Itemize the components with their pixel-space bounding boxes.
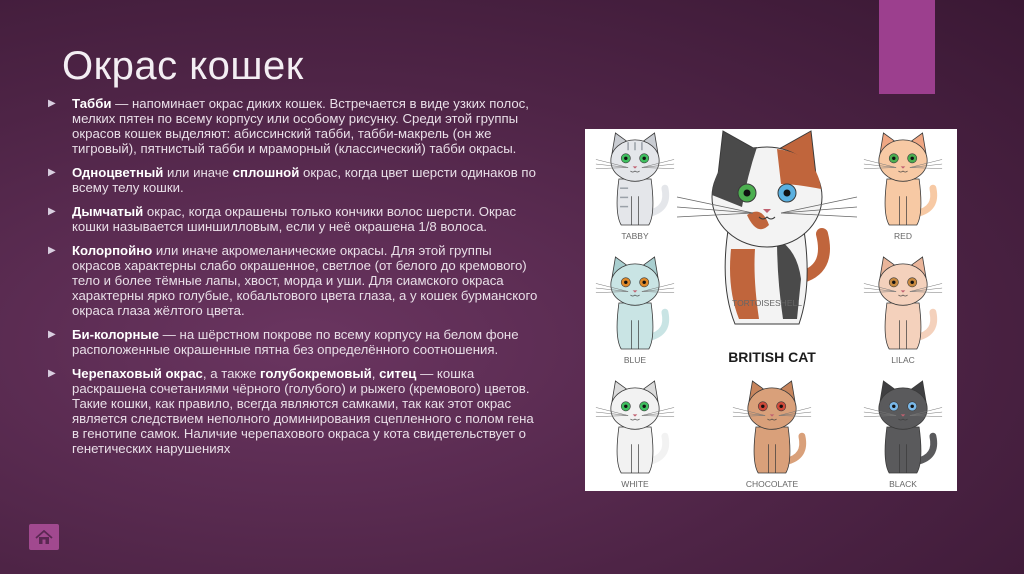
bullet-text: или иначе <box>163 165 233 180</box>
cat-label: WHITE <box>621 478 649 489</box>
cat-red <box>864 133 942 241</box>
bullet-item <box>44 366 538 456</box>
bullet-list <box>44 96 538 465</box>
bullet-arrow-icon: ▶ <box>48 206 56 217</box>
home-button[interactable] <box>29 524 59 550</box>
cat-black <box>864 381 942 489</box>
cat-tabby <box>596 133 674 241</box>
bullet-arrow-icon: ▶ <box>48 98 56 109</box>
cat-lilac <box>864 257 942 365</box>
bullet-text: окрас, когда окрашены только кончики волос шерсти. Окрас кошки называется шиншилловым, если у неё окрашена 1/8 волоса. <box>72 204 517 234</box>
bullet-term: Колорпойно <box>72 243 153 258</box>
bullet-term: ситец <box>379 366 417 381</box>
bullet-item <box>44 243 538 318</box>
bullet-item <box>44 165 538 195</box>
cat-blue <box>596 257 674 365</box>
cat-label: LILAC <box>891 354 915 365</box>
bullet-arrow-icon: ▶ <box>48 329 56 340</box>
bullet-item <box>44 204 538 234</box>
bullet-text: — кошка раскрашена сочетаниями чёрного (голубого) и рыжего (кремового) цветов. Такие кошки, как правило, всегда являются самками, так как этот окрас является следствием неполного доминирования сцепленного с полом гена в генотипе самок. Наличие черепахового окраса у кота свидетельствует о генетических нарушениях <box>72 366 534 456</box>
bullet-term: голубокремовый <box>260 366 372 381</box>
cat-tortoiseshell <box>677 131 857 324</box>
bullet-term: Черепаховый окрас <box>72 366 203 381</box>
cat-label: RED <box>894 230 912 241</box>
bullet-arrow-icon: ▶ <box>48 245 56 256</box>
cat-white <box>596 381 674 489</box>
cat-label: TORTOISESHELL <box>732 298 802 308</box>
home-icon <box>35 530 53 545</box>
bullet-term: Табби <box>72 96 112 111</box>
accent-bar <box>879 0 935 94</box>
bullet-text: окрас, когда цвет шерсти одинаков по всему телу кошки. <box>72 165 536 195</box>
cat-label: TABBY <box>621 230 649 241</box>
bullet-term: Дымчатый <box>72 204 144 219</box>
cat-label: CHOCOLATE <box>745 478 799 489</box>
cat-label: BLUE <box>623 354 647 365</box>
slide-title: Окрас кошек <box>62 44 304 88</box>
cat-colors-image <box>585 129 957 491</box>
bullet-arrow-icon: ▶ <box>48 368 56 379</box>
bullet-text: , <box>371 366 380 381</box>
bullet-item <box>44 327 538 357</box>
bullet-term: сплошной <box>232 165 300 180</box>
bullet-term: Одноцветный <box>72 165 164 180</box>
bullet-term: Би-колорные <box>72 327 160 342</box>
bullet-text: — на шёрстном покрове по всему корпусу на белом фоне расположенные окрашенные пятна без определённого соотношения. <box>72 327 519 357</box>
bullet-arrow-icon: ▶ <box>48 167 56 178</box>
bullet-text: , а также <box>202 366 261 381</box>
cat-illustration <box>585 129 957 491</box>
image-heading: BRITISH CAT <box>728 349 816 365</box>
bullet-text: или иначе акромеланические окрасы. Для этой группы окрасов характерны слабо окрашенное, светлое (от белого до кремового) тело и более тёмные лапы, хвост, морда и уши. Для сиамского окраса характерны ярко голубые, кобальтового цвета глаза, а у кошек бурманского окраса глаза жёлтого цвета. <box>72 243 538 318</box>
bullet-text: — напоминает окрас диких кошек. Встречается в виде узких полос, мелких пятен по всему корпусу или особому рисунку. Среди этой группы окрасов кошек выделяют: абиссинский табби, табби-макрель (он же тигровый), пятнистый табби и мраморный (классический) табби окрасы. <box>72 96 529 156</box>
cat-chocolate <box>733 381 811 489</box>
cat-label: BLACK <box>889 478 917 489</box>
bullet-item <box>44 96 538 156</box>
